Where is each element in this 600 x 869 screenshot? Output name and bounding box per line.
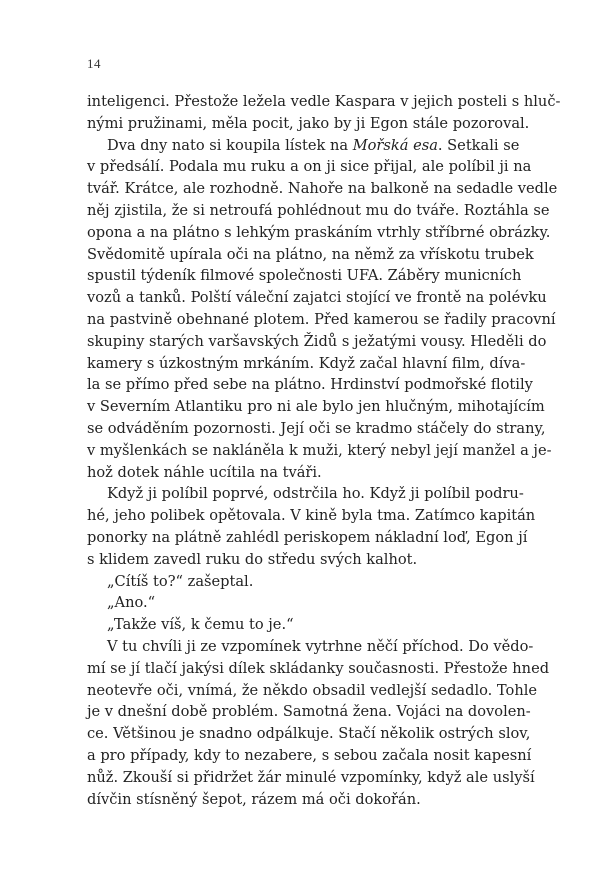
text-line-content: la se přímo před sebe na plátno. Hrdinství podmořské flotily bbox=[87, 376, 533, 394]
text-line-content: „Ano.“ bbox=[107, 594, 156, 612]
text-line bbox=[87, 767, 535, 789]
page-number: 14 bbox=[87, 56, 101, 71]
text-line bbox=[87, 440, 552, 462]
text-line-content: ponorky na plátně zahlédl periskopem nákladní loď, Egon jí bbox=[87, 528, 528, 546]
text-line bbox=[87, 789, 517, 811]
text-line bbox=[87, 156, 532, 178]
text-line bbox=[87, 614, 517, 636]
text-line-content: V tu chvíli ji ze vzpomínek vytrhne něčí příchod. Do vědo- bbox=[107, 637, 534, 655]
text-line bbox=[87, 200, 550, 222]
text-line-content: hož dotek náhle ucítila na tváři. bbox=[87, 463, 322, 481]
text-line-content: na pastvině obehnané plotem. Před kamerou se řadily pracovní bbox=[87, 310, 556, 328]
text-line-content: neotevře oči, vnímá, že někdo obsadil vedlejší sedadlo. Tohle bbox=[87, 681, 538, 699]
text-line-content: tvář. Krátce, ale rozhodně. Nahoře na balkoně na sedadle vedle bbox=[87, 180, 558, 198]
text-line-content: „Takže víš, k čemu to je.“ bbox=[107, 616, 294, 634]
text-line bbox=[87, 113, 530, 135]
text-line bbox=[87, 462, 517, 484]
text-line bbox=[87, 418, 546, 440]
text-line bbox=[87, 244, 534, 266]
book-title-italic: Mořská esa bbox=[352, 136, 438, 154]
text-line-content: nůž. Zkouší si přidržet žár minulé vzpomínky, když ale uslyší bbox=[87, 768, 535, 786]
text-line-content: Svědomitě upírala oči na plátno, na němž za vřískotu trubek bbox=[87, 245, 534, 263]
text-line-content: něj zjistila, že si netroufá pohlédnout mu do tváře. Roztáhla se bbox=[87, 201, 550, 219]
text-line bbox=[87, 178, 558, 200]
text-line bbox=[87, 658, 550, 680]
text-line-content: mí se jí tlačí jakýsi dílek skládanky současnosti. Přestože hned bbox=[87, 659, 550, 677]
text-line-content: opona a na plátno s lehkým praskáním vtrhly stříbrné obrázky. bbox=[87, 223, 551, 241]
text-line-content: inteligenci. Přestože ležela vedle Kaspara v jejich posteli s hluč- bbox=[87, 93, 561, 110]
text-line-content: v myšlenkách se nakláněla k muži, který nebyl její manžel a je- bbox=[87, 441, 552, 459]
text-line bbox=[87, 374, 533, 396]
text-line-content: Dva dny nato si koupila lístek na bbox=[107, 136, 353, 154]
text-line bbox=[87, 483, 524, 505]
text-line-content: vozů a tanků. Polští váleční zajatci stojící ve frontě na polévku bbox=[87, 289, 547, 307]
text-line-content: v Severním Atlantiku pro ni ale bylo jen hlučným, mihotajícím bbox=[87, 398, 545, 416]
text-line bbox=[87, 745, 532, 767]
text-line-content: „Cítíš to?“ zašeptal. bbox=[107, 572, 254, 590]
text-line bbox=[87, 309, 556, 331]
text-line bbox=[87, 396, 545, 418]
text-line bbox=[87, 723, 531, 745]
text-line bbox=[87, 505, 536, 527]
text-line bbox=[87, 353, 526, 375]
text-line-content: kamery s úzkostným mrkáním. Když začal hlavní film, díva- bbox=[87, 354, 526, 372]
text-line-continuation: . Setkali se bbox=[437, 136, 520, 154]
text-line bbox=[87, 222, 551, 244]
text-line bbox=[87, 701, 531, 723]
text-line bbox=[87, 571, 517, 593]
body-text bbox=[87, 91, 561, 810]
text-line-content: ce. Většinou je snadno odpálkuje. Stačí několik ostrých slov, bbox=[87, 725, 531, 743]
text-line-content: Když ji políbil poprvé, odstrčila ho. Když ji políbil podru- bbox=[107, 485, 524, 503]
text-line bbox=[87, 636, 534, 658]
text-line bbox=[87, 91, 561, 113]
text-line-content: hé, jeho polibek opětovala. V kině byla tma. Zatímco kapitán bbox=[87, 507, 536, 525]
text-line bbox=[87, 680, 538, 702]
text-line bbox=[87, 527, 528, 549]
text-line-content: s klidem zavedl ruku do středu svých kalhot. bbox=[87, 550, 418, 568]
text-line-content: a pro případy, kdy to nezabere, s sebou začala nosit kapesní bbox=[87, 746, 532, 764]
text-line bbox=[87, 265, 522, 287]
text-line bbox=[87, 287, 547, 309]
text-line-content: v předsálí. Podala mu ruku a on ji sice přijal, ale políbil ji na bbox=[87, 158, 532, 176]
text-line-content: se odváděním pozornosti. Její oči se kradmo stáčely do strany, bbox=[87, 419, 546, 437]
text-line bbox=[87, 549, 517, 571]
text-line bbox=[87, 135, 520, 157]
text-line-content: skupiny starých varšavských Židů s ježatými vousy. Hleděli do bbox=[87, 332, 547, 350]
text-line bbox=[87, 331, 547, 353]
text-line-content: dívčin stísněný šepot, rázem má oči dokořán. bbox=[87, 790, 421, 808]
text-line-content: je v dnešní době problém. Samotná žena. Vojáci na dovolen- bbox=[87, 703, 531, 721]
text-line bbox=[87, 592, 517, 614]
text-line-content: spustil týdeník filmové společnosti UFA. Záběry municních bbox=[87, 267, 522, 285]
text-line-content: nými pružinami, měla pocit, jako by ji Egon stále pozoroval. bbox=[87, 114, 530, 132]
